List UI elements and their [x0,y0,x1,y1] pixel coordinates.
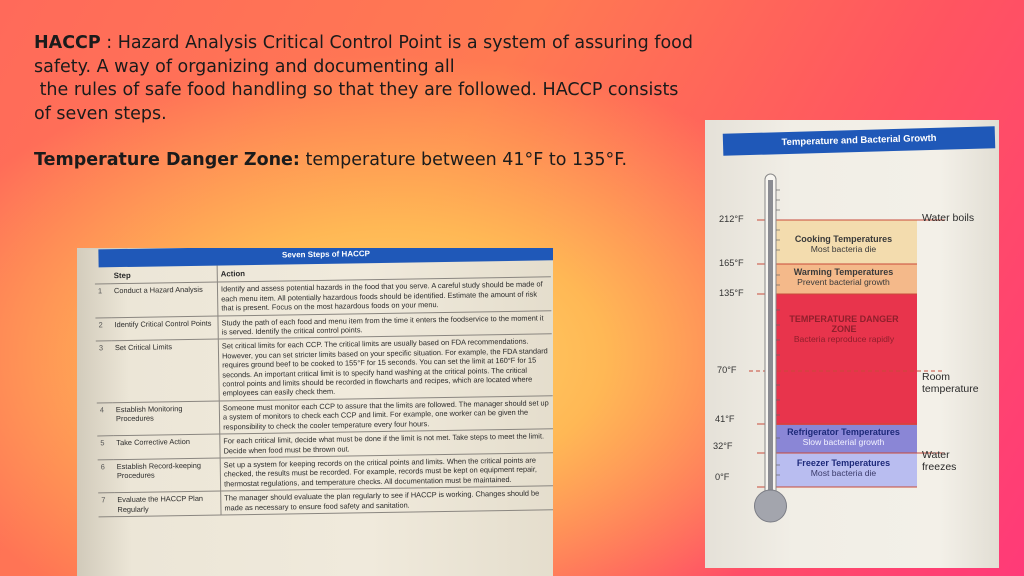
temp-label-212: 212°F [719,214,744,224]
seven-steps-title: Seven Steps of HACCP [98,248,553,267]
zone-fridge [771,427,916,447]
zone-cooking [771,234,916,254]
zone-freezer-title: Freezer Temperatures [796,458,891,468]
haccp-term: HACCP [34,33,101,53]
zone-fridge-title: Refrigerator Temperatures [787,427,900,437]
temp-label-70: 70°F [717,365,737,375]
step-name: Establish Monitoring Procedures [113,401,220,436]
step-action: The manager should evaluate the plan regularly to see if HACCP is working. Changes should be made as necessary to ensure food safety and sanitation. [221,486,553,515]
step-name: Evaluate the HACCP Plan Regularly [114,491,221,516]
step-name: Take Corrective Action [113,434,220,459]
step-name: Establish Record-keeping Procedures [114,458,221,493]
step-action: Someone must monitor each CCP to assure that the limits are followed. The manager should set up a system of monitors to check each CCP and limit. For example, one worker can be given the responsibility to check the cooler temperature every four hours. [219,396,553,434]
step-number: 5 [97,436,113,460]
temp-label-41: 41°F [715,414,735,424]
step-number: 4 [97,403,114,436]
seven-steps-photo [77,248,553,576]
zone-danger-sub: Bacteria reproduce rapidly [793,334,895,344]
haccp-definition-line3: the rules of safe food handling so that they are followed. HACCP consists [34,80,679,100]
seven-steps-body [95,277,553,517]
zone-danger [789,314,899,344]
step-number: 6 [98,460,115,493]
temp-label-32: 32°F [713,441,733,451]
step-number: 3 [96,341,113,403]
step-number: 1 [95,284,112,317]
haccp-definition [34,32,734,126]
table-row [96,334,553,403]
step-action: Study the path of each food and menu item from the time it enters the foodservice to the moment it is served. Identify the critical control points. [218,310,552,339]
temperature-chart-photo [705,120,999,568]
temp-label-135: 135°F [719,288,744,298]
col-step-header: Step [111,266,218,285]
thermometer-graphic [705,120,999,568]
danger-zone-text: temperature between 41°F to 135°F. [299,150,628,170]
step-name: Conduct a Hazard Analysis [111,282,218,317]
seven-steps-table [95,260,553,517]
temp-label-165: 165°F [719,258,744,268]
label-water-boils: Water boils [922,212,975,224]
zone-cooking-title: Cooking Temperatures [794,234,893,244]
haccp-definition-text: : Hazard Analysis Critical Control Point is a system of assuring food safety. A way of organizing and documenting all [34,33,693,77]
zone-warming-sub: Prevent bacterial growth [797,277,890,287]
zone-freezer-sub: Most bacteria die [810,468,877,478]
step-action: Set up a system for keeping records on the critical points and limits. When the critical points are checked, the results must be recorded. For example, records must be kept on equipment repair, thermostat regulations, and temperature checks. All documentation must be maintained. [220,453,553,491]
zone-freezer [771,458,916,478]
haccp-definition-line4: of seven steps. [34,103,167,124]
step-name: Set Critical Limits [112,339,219,402]
zone-danger-title: TEMPERATURE DANGER ZONE [789,314,899,334]
zone-fridge-sub: Slow bacterial growth [802,437,885,447]
step-action: Set critical limits for each CCP. The critical limits are usually based on FDA recommendations. However, you can set stricter limits based on your specific situation. For example, the FDA standard requires ground beef to be cooked to 155°F for 15 seconds. You can set the limit at 160°F for 15 seconds. An important critical limit is to specify hand washing at the critical points. The critical control points and limits should be recorded in flowcharts and recipes, which are located where employees can easily check them. [218,334,552,401]
zone-warming-title: Warming Temperatures [793,267,894,277]
danger-zone-statement [34,150,627,170]
temp-label-0: 0°F [715,472,730,482]
step-number: 2 [95,317,111,341]
zone-warming [771,267,916,287]
danger-zone-label: Temperature Danger Zone: [34,150,300,170]
label-room-temperature: Room temperature [922,371,979,395]
step-name: Identify Critical Control Points [111,316,218,341]
zone-cooking-sub: Most bacteria die [810,244,877,254]
seven-steps-page [77,248,553,576]
step-action: Identify and assess potential hazards in the food that you serve. A careful study should be made of each menu item. All potentially hazardous foods should be identified. Estimate the amount of risk that is present. Focus on the most hazardous foods on your menu. [217,277,551,315]
label-water-freezes: Water freezes [922,449,957,473]
thermometer-bulb [755,490,787,522]
col-action-header: Action [217,260,551,282]
temperature-chart-title: Temperature and Bacterial Growth [723,126,996,156]
step-action: For each critical limit, decide what must be done if the limit is not met. Take steps to meet the limit. Decide when food must be thrown out. [220,429,553,458]
step-number: 7 [98,493,114,517]
